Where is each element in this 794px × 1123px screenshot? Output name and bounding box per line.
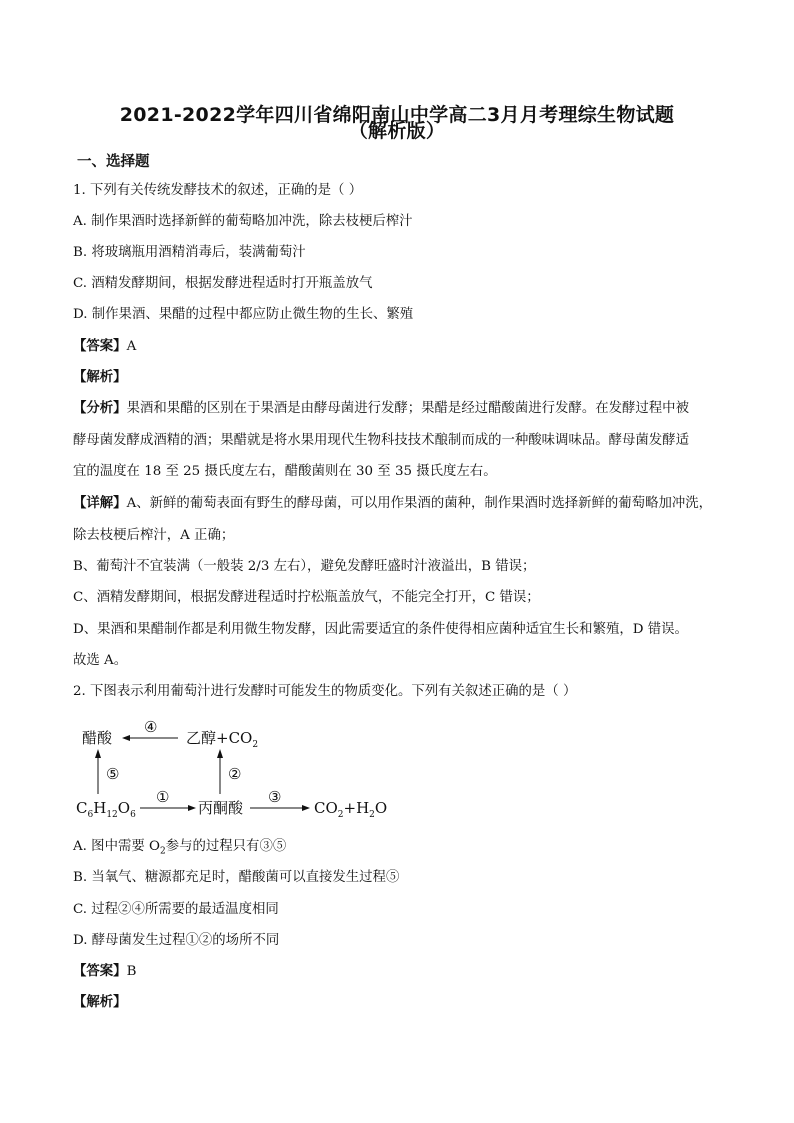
q2-option-d: D. 酵母菌发生过程①②的场所不同 — [73, 933, 280, 948]
q1-xiangjie-line: D、果酒和果醋制作都是利用微生物发酵，因此需要适宜的条件使得相应菌种适宜生长和繁殖，D 错误。 — [73, 622, 688, 637]
fenxi-text: 果酒和果醋的区别在于果酒是由酵母菌进行发酵；果醋是经过醋酸菌进行发酵。在发酵过程中被 — [126, 401, 689, 416]
arrow-step5-head — [95, 749, 101, 758]
arrow-step3-head — [302, 805, 310, 811]
node-pyruvate: 丙酮酸 — [198, 799, 244, 817]
fenxi-label: 【分析】 — [73, 401, 127, 416]
q2-option-c: C. 过程②④所需要的最适温度相同 — [73, 902, 279, 917]
answer-label: 【答案】 — [73, 964, 127, 979]
arrow-step1-head — [188, 805, 196, 811]
node-co2-h2o: $CO_2+H_2O$ — [314, 799, 388, 820]
q1-option-c: C. 酒精发酵期间，根据发酵进程适时打开瓶盖放气 — [73, 276, 373, 291]
q1-xiangjie-line: B、葡萄汁不宜装满（一般装 2/3 左右），避免发酵旺盛时汁液溢出，B 错误； — [73, 559, 536, 574]
q1-option-d: D. 制作果酒、果醋的过程中都应防止微生物的生长、繁殖 — [73, 307, 414, 322]
step-4-label: ④ — [144, 718, 158, 736]
fermentation-diagram — [70, 712, 410, 822]
xiangjie-text: A、新鲜的葡萄表面有野生的酵母菌，可以用作果酒的菌种，制作果酒时选择新鲜的葡萄略加冲洗， — [126, 496, 713, 511]
step-2-label: ② — [228, 765, 242, 783]
analysis-label: 【解析】 — [73, 995, 127, 1010]
analysis-label: 【解析】 — [73, 370, 127, 385]
arrow-step4-head — [122, 735, 130, 741]
q2-option-b: B. 当氧气、糖源都充足时，醋酸菌可以直接发生过程⑤ — [73, 870, 400, 885]
answer-value: A — [126, 339, 137, 354]
q1-fenxi-line: 宜的温度在 18 至 25 摄氏度左右，醋酸菌则在 30 至 35 摄氏度左右。 — [73, 464, 497, 479]
q1-xiangjie-line: C、酒精发酵期间，根据发酵进程适时拧松瓶盖放气，不能完全打开，C 错误； — [73, 590, 540, 605]
q1-fenxi-line: 酵母菌发酵成酒精的酒；果醋就是将水果用现代生物科技技术酿制而成的一种酸味调味品。酵母菌发酵适 — [73, 433, 689, 448]
step-5-label: ⑤ — [106, 765, 120, 783]
q2-analysis-label — [73, 994, 127, 1012]
page-title: 2021-2022学年四川省绵阳南山中学高二3月月考理综生物试题 — [119, 104, 675, 126]
q2-stem: 2. 下图表示利用葡萄汁进行发酵时可能发生的物质变化。下列有关叙述正确的是（ ） — [73, 684, 577, 699]
answer-label: 【答案】 — [73, 339, 127, 354]
section-heading: 一、选择题 — [77, 154, 150, 170]
q1-option-b: B. 将玻璃瓶用酒精消毒后，装满葡萄汁 — [73, 245, 306, 260]
step-1-label: ① — [156, 788, 170, 806]
q2-option-a: A. 图中需要 $O_2$参与的过程只有③⑤ — [73, 839, 287, 857]
page-subtitle: （解析版） — [348, 120, 446, 142]
q1-option-a: A. 制作果酒时选择新鲜的葡萄略加冲洗，除去枝梗后榨汁 — [73, 214, 413, 229]
q2-answer — [73, 963, 136, 981]
xiangjie-label: 【详解】 — [73, 496, 127, 511]
q1-xiangjie-line: 除去枝梗后榨汁，A 正确； — [73, 528, 235, 543]
node-ethanol-co2: 乙醇$+CO_2$ — [186, 729, 259, 750]
node-acetic-acid: 醋酸 — [82, 729, 113, 747]
q1-answer — [73, 338, 136, 356]
q1-xiangjie-line — [73, 495, 712, 513]
node-glucose: $C_6H_{12}O_6$ — [76, 799, 136, 820]
step-3-label: ③ — [268, 788, 282, 806]
q1-xiangjie-line: 故选 A。 — [73, 653, 128, 668]
answer-value: B — [126, 964, 137, 979]
q1-fenxi-line — [73, 400, 689, 418]
q1-analysis-label — [73, 369, 127, 387]
q1-stem: 1. 下列有关传统发酵技术的叙述，正确的是（ ） — [73, 183, 363, 198]
arrow-step2-head — [217, 749, 223, 758]
